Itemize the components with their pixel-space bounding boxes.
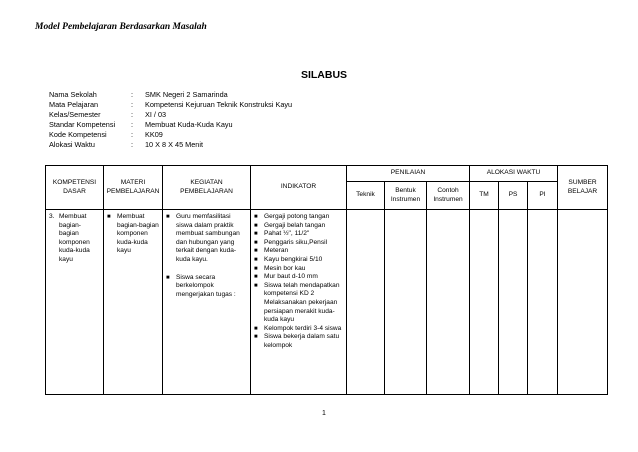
info-label: Mata Pelajaran xyxy=(49,100,99,109)
info-colon: : xyxy=(131,110,134,119)
cell-indikator xyxy=(251,210,347,395)
bullet-icon: ■ xyxy=(166,274,170,281)
cell-bentuk-instrumen xyxy=(385,210,427,395)
info-label: Kelas/Semester xyxy=(49,110,101,119)
cell-ps xyxy=(499,210,528,395)
header-kompetensi-dasar: KOMPETENSI DASAR xyxy=(46,166,104,210)
bullet-icon: ■ xyxy=(254,282,258,289)
cell-materi xyxy=(104,210,163,395)
info-colon: : xyxy=(131,90,134,99)
bullet-icon: ■ xyxy=(254,334,258,341)
bullet-icon: ■ xyxy=(254,274,258,281)
page-number: 1 xyxy=(322,410,326,417)
info-row-code xyxy=(49,130,292,140)
list-item: ■ Pahat ½", 11/2" xyxy=(254,230,310,238)
info-value: Kompetensi Kejuruan Teknik Konstruksi Kayu xyxy=(145,100,293,109)
header-pi: PI xyxy=(528,182,558,210)
info-value: SMK Negeri 2 Samarinda xyxy=(145,90,228,99)
header-title: Model Pembelajaran Berdasarkan Masalah xyxy=(35,22,207,32)
header-teknik: Teknik xyxy=(347,182,385,210)
bullet-icon: ■ xyxy=(166,214,170,220)
bullet-icon: ■ xyxy=(254,222,258,229)
cell-kegiatan xyxy=(163,210,251,395)
info-row-school xyxy=(49,90,292,100)
cell-sumber-belajar xyxy=(558,210,608,395)
list-item: ■ Siswa telah mendapatkan kompetensi KD 2 Melaksanakan pekerjaan persiapan merakit kuda-kuda kayu xyxy=(254,281,340,324)
bullet-icon: ■ xyxy=(254,239,258,246)
info-label: Kode Kompetensi xyxy=(49,130,107,139)
list-item: ■ Kelompok terdiri 3-4 siswa xyxy=(254,324,342,332)
info-colon: : xyxy=(131,120,134,129)
info-value: 10 X 8 X 45 Menit xyxy=(145,140,204,149)
bullet-icon: ■ xyxy=(107,214,111,220)
cell-tm xyxy=(470,210,499,395)
bullet-icon: ■ xyxy=(254,214,258,220)
bullet-icon: ■ xyxy=(254,231,258,238)
header-sumber-belajar: SUMBER BELAJAR xyxy=(558,166,608,210)
info-colon: : xyxy=(131,130,134,139)
table-row xyxy=(46,210,608,395)
cell-kompetensi xyxy=(46,210,104,395)
document-title: SILABUS xyxy=(300,69,348,81)
bullet-icon: ■ xyxy=(254,265,258,272)
identity-info xyxy=(49,90,292,150)
list-item: ■ Mur baut d-10 mm xyxy=(254,273,318,281)
bullet-icon: ■ xyxy=(254,325,258,332)
header-alokasi-waktu: ALOKASI WAKTU xyxy=(470,166,558,182)
info-label: Alokasi Waktu xyxy=(49,140,95,149)
header-materi: MATERI PEMBELAJARAN xyxy=(104,166,163,210)
item-number: 3. xyxy=(49,213,55,220)
bullet-icon: ■ xyxy=(254,248,258,255)
list-item: ■ Gergaji potong tangan xyxy=(254,213,330,220)
kompetensi-text: Membuat bagian-bagian komponen kuda-kuda kayu xyxy=(59,213,90,263)
header-ps: PS xyxy=(499,182,528,210)
list-item: ■ Gergaji belah tangan xyxy=(254,221,326,229)
info-row-subject xyxy=(49,100,292,110)
info-label: Nama Sekolah xyxy=(49,90,97,99)
info-colon: : xyxy=(131,100,134,109)
cell-teknik xyxy=(347,210,385,395)
info-colon: : xyxy=(131,140,134,149)
bullet-icon: ■ xyxy=(254,256,258,263)
header-tm: TM xyxy=(470,182,499,210)
syllabus-table xyxy=(45,165,608,395)
info-row-time xyxy=(49,140,292,150)
info-value: XI / 03 xyxy=(145,110,167,119)
list-item: ■ Penggaris siku,Pensil xyxy=(254,238,328,246)
info-row-class xyxy=(49,110,292,120)
list-item: ■ Mesin bor kau xyxy=(254,264,306,272)
list-item: ■ Guru memfasilitasi siswa dalam praktik membuat sambungan dan hubungan yang terkait dengan kuda-kuda kayu. xyxy=(166,213,240,263)
materi-text: Membuat bagian-bagian komponen kuda-kuda kayu xyxy=(117,213,159,255)
list-item: ■ Kayu bengkirai 5/10 xyxy=(254,255,323,263)
info-value: Membuat Kuda-Kuda Kayu xyxy=(145,120,233,129)
info-value: KK09 xyxy=(145,130,163,139)
header-penilaian: PENILAIAN xyxy=(347,166,470,182)
info-row-standard xyxy=(49,120,292,130)
info-label: Standar Kompetensi xyxy=(49,120,116,129)
header-bentuk-instrumen: Bentuk Instrumen xyxy=(385,182,427,210)
cell-pi xyxy=(528,210,558,395)
cell-contoh-instrumen xyxy=(427,210,470,395)
list-item: ■ Siswa secara berkelompok mengerjakan tugas : xyxy=(166,273,236,298)
list-item: ■ Meteran xyxy=(254,247,289,255)
list-item: ■ Siswa bekerja dalam satu kelompok xyxy=(254,333,340,349)
header-indikator: INDIKATOR xyxy=(251,166,347,210)
header-contoh-instrumen: Contoh Instrumen xyxy=(427,182,470,210)
header-kegiatan: KEGIATAN PEMBELAJARAN xyxy=(163,166,251,210)
